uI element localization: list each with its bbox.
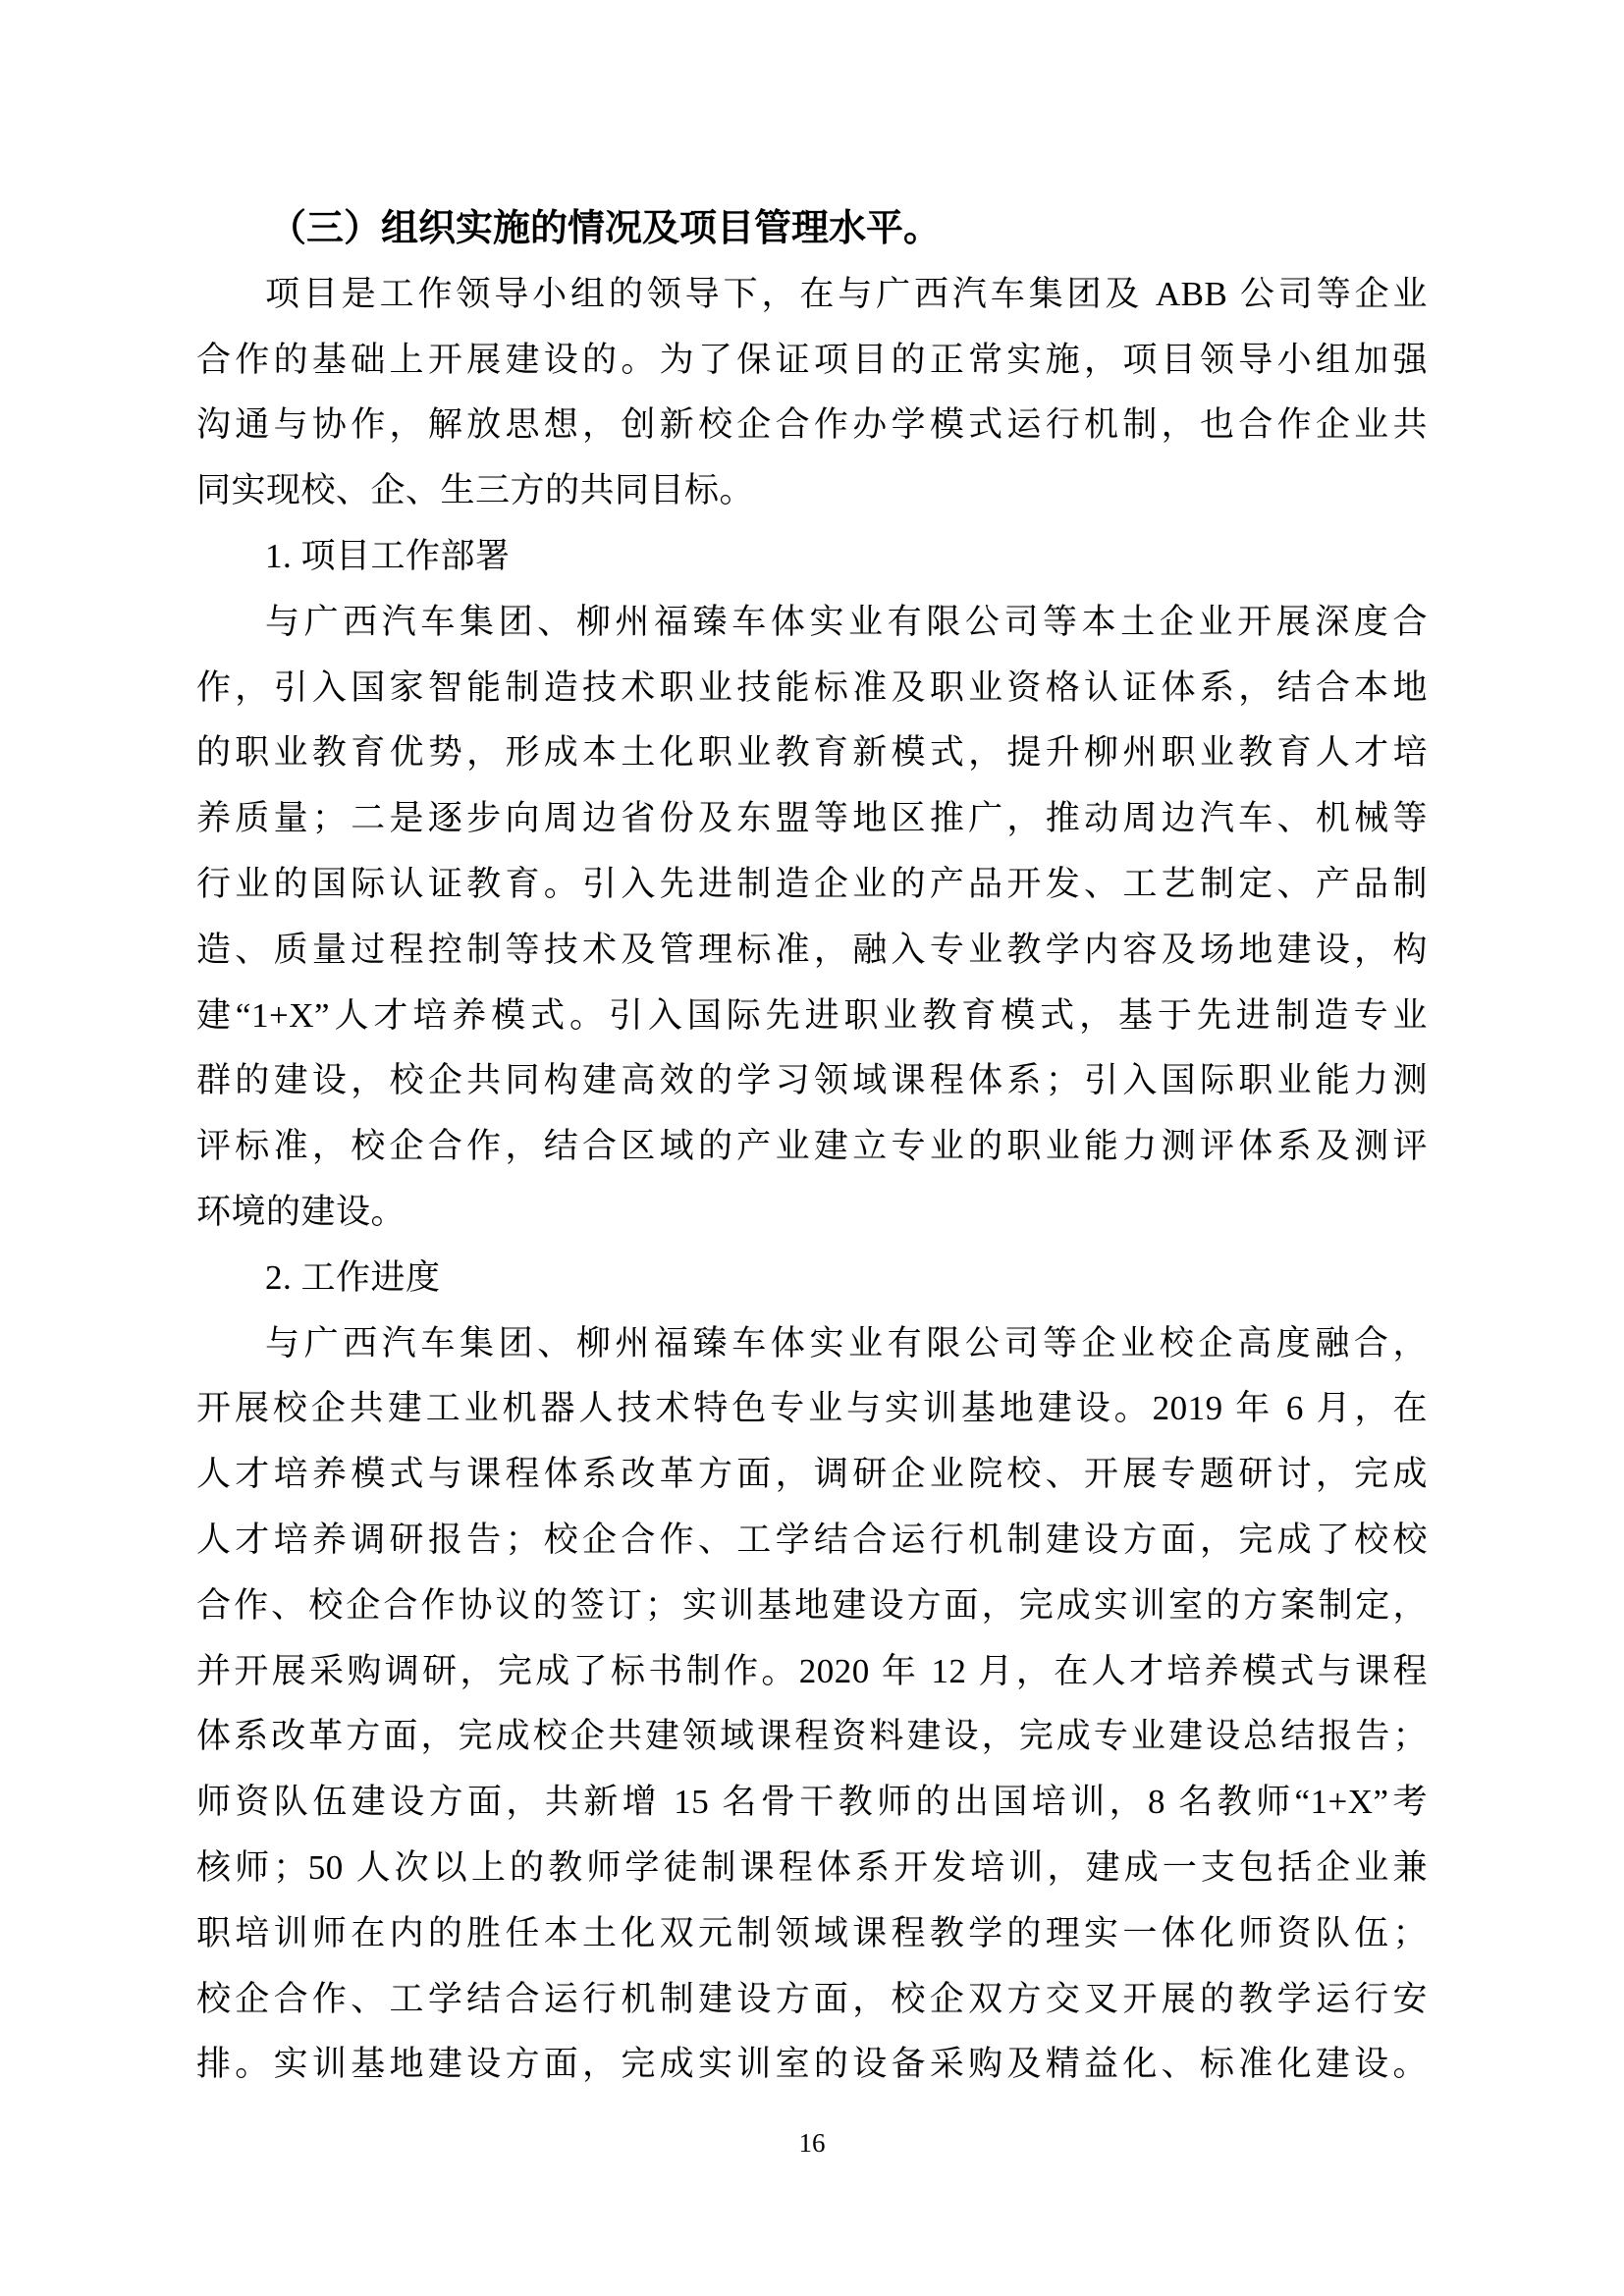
section-heading: （三）组织实施的情况及项目管理水平。 [269,208,942,249]
text-line: 人才培养模式与课程体系改革方面，调研企业院校、开展专题研讨，完成 [196,1455,1428,1494]
text-line: 沟通与协作，解放思想，创新校企合作办学模式运行机制，也合作企业共 [196,405,1428,445]
text-line: 校企合作、工学结合运行机制建设方面，校企双方交叉开展的教学运行安 [196,1979,1428,2018]
text-line: 建“1+X”人才培养模式。引入国际先进职业教育模式，基于先进制造专业 [196,995,1428,1035]
text-line: 造、质量过程控制等技术及管理标准，融入专业教学内容及场地建设，构 [196,930,1428,969]
text-line: 养质量；二是逐步向周边省份及东盟等地区推广，推动周边汽车、机械等 [196,799,1428,838]
text-line: 项目是工作领导小组的领导下，在与广西汽车集团及 ABB 公司等企业 [265,274,1428,313]
text-line: 合作的基础上开展建设的。为了保证项目的正常实施，项目领导小组加强 [196,340,1428,379]
page-number: 16 [798,2128,826,2158]
text-line: 合作、校企合作协议的签订；实训基地建设方面，完成实训室的方案制定， [196,1585,1428,1625]
text-line: 与广西汽车集团、柳州福臻车体实业有限公司等企业校企高度融合， [265,1323,1428,1362]
text-line: 开展校企共建工业机器人技术特色专业与实训基地建设。2019 年 6 月，在 [196,1389,1428,1428]
text-line: 与广西汽车集团、柳州福臻车体实业有限公司等本土企业开展深度合 [265,602,1428,641]
text-line: 行业的国际认证教育。引入先进制造企业的产品开发、工艺制定、产品制 [196,864,1428,903]
text-line: 核师；50 人次以上的教师学徒制课程体系开发培训，建成一支包括企业兼 [196,1847,1428,1887]
document-body [196,196,1428,2098]
text-line: 作，引入国家智能制造技术职业技能标准及职业资格认证体系，结合本地 [196,667,1428,707]
text-line: 人才培养调研报告；校企合作、工学结合运行机制建设方面，完成了校校 [196,1520,1428,1559]
subsection-title-2: 2. 工作进度 [265,1257,441,1297]
subsection-title-1: 1. 项目工作部署 [265,536,511,575]
text-line: 职培训师在内的胜任本土化双元制领域课程教学的理实一体化师资队伍； [196,1913,1428,1952]
text-line: 群的建设，校企共同构建高效的学习领域课程体系；引入国际职业能力测 [196,1061,1428,1100]
text-line: 排。实训基地建设方面，完成实训室的设备采购及精益化、标准化建设。 [196,2045,1428,2084]
text-line: 环境的建设。 [196,1192,406,1231]
text-line: 并开展采购调研，完成了标书制作。2020 年 12 月，在人才培养模式与课程 [196,1651,1428,1690]
text-line: 师资队伍建设方面，共新增 15 名骨干教师的出国培训，8 名教师“1+X”考 [196,1783,1428,1822]
text-line: 体系改革方面，完成校企共建领域课程资料建设，完成专业建设总结报告； [196,1717,1428,1756]
text-line: 同实现校、企、生三方的共同目标。 [196,471,755,510]
text-line: 的职业教育优势，形成本土化职业教育新模式，提升柳州职业教育人才培 [196,733,1428,773]
text-line: 评标准，校企合作，结合区域的产业建立专业的职业能力测评体系及测评 [196,1127,1428,1166]
